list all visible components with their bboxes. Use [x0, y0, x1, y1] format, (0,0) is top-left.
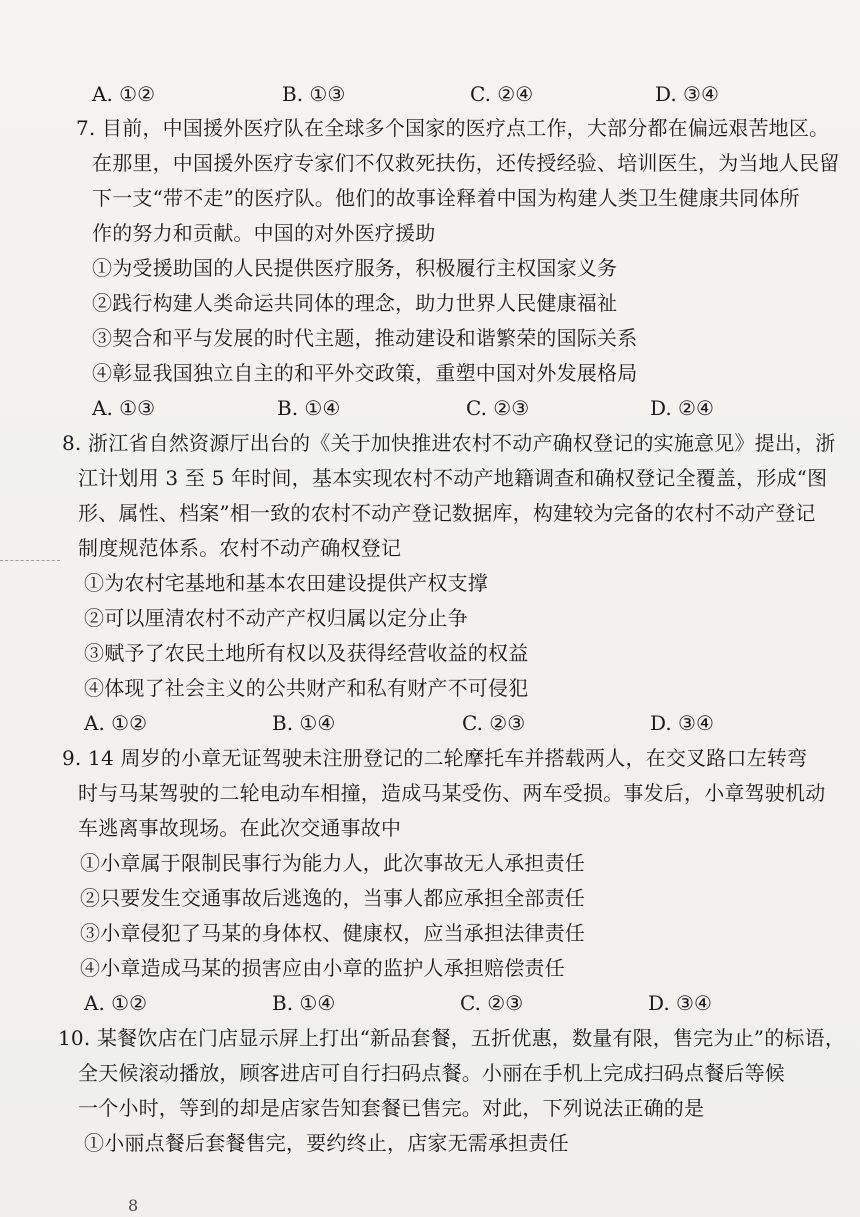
- q9-item: ④小章造成马某的损害应由小章的监护人承担赔偿责任: [80, 956, 565, 980]
- q7-option-c: C. ②③: [466, 396, 530, 420]
- q8-item: ①为农村宅基地和基本农田建设提供产权支撑: [84, 571, 488, 595]
- q7-stem-line: 7. 目前，中国援外医疗队在全球多个国家的医疗点工作，大部分都在偏远艰苦地区。: [76, 116, 830, 140]
- q9-option-c: C. ②③: [460, 991, 524, 1015]
- option-b: B. ①③: [282, 82, 346, 106]
- q7-stem-line: 在那里，中国援外医疗专家们不仅救死扶伤，还传授经验、培训医生，为当地人民留: [92, 151, 840, 175]
- q8-stem-line: 形、属性、档案”相一致的农村不动产登记数据库，构建较为完备的农村不动产登记: [78, 501, 816, 525]
- q7-option-a: A. ①③: [92, 396, 156, 420]
- q8-stem-line: 制度规范体系。农村不动产确权登记: [78, 536, 402, 560]
- q8-item: ②可以厘清农村不动产产权归属以定分止争: [84, 606, 468, 630]
- option-a: A. ①②: [92, 82, 156, 106]
- option-c: C. ②④: [470, 82, 534, 106]
- q7-stem-line: 作的努力和贡献。中国的对外医疗援助: [92, 221, 436, 245]
- q8-stem-line: 江计划用 3 至 5 年时间，基本实现农村不动产地籍调查和确权登记全覆盖，形成“图: [78, 466, 828, 490]
- q8-option-c: C. ②③: [462, 711, 526, 735]
- q9-option-a: A. ①②: [84, 991, 148, 1015]
- q10-item: ①小丽点餐后套餐售完，要约终止，店家无需承担责任: [84, 1131, 569, 1155]
- q7-item: ④彰显我国独立自主的和平外交政策，重塑中国对外发展格局: [92, 361, 638, 385]
- q9-item: ②只要发生交通事故后逃逸的，当事人都应承担全部责任: [80, 886, 585, 910]
- q8-stem-line: 8. 浙江省自然资源厅出台的《关于加快推进农村不动产确权登记的实施意见》提出，浙: [62, 431, 836, 455]
- q10-stem-line: 10. 某餐饮店在门店显示屏上打出“新品套餐，五折优惠，数量有限，售完为止”的标语，: [58, 1026, 846, 1050]
- page-number: 8: [128, 1196, 139, 1215]
- q7-item: ②践行构建人类命运共同体的理念，助力世界人民健康福祉: [92, 291, 618, 315]
- q8-option-d: D. ③④: [650, 711, 714, 735]
- scan-artifact-divider: [0, 560, 60, 563]
- q10-stem-line: 一个小时，等到的却是店家告知套餐已售完。对此，下列说法正确的是: [78, 1096, 705, 1120]
- q9-option-b: B. ①④: [272, 991, 336, 1015]
- q10-stem-line: 全天候滚动播放，顾客进店可自行扫码点餐。小丽在手机上完成扫码点餐后等候: [78, 1061, 785, 1085]
- q7-stem-line: 下一支“带不走”的医疗队。他们的故事诠释着中国为构建人类卫生健康共同体所: [92, 186, 800, 210]
- q7-option-b: B. ①④: [277, 396, 341, 420]
- q8-option-a: A. ①②: [84, 711, 148, 735]
- q8-item: ③赋予了农民土地所有权以及获得经营收益的权益: [84, 641, 529, 665]
- q9-item: ③小章侵犯了马某的身体权、健康权，应当承担法律责任: [80, 921, 585, 945]
- q9-stem-line: 9. 14 周岁的小章无证驾驶未注册登记的二轮摩托车并搭载两人，在交叉路口左转弯: [62, 746, 808, 770]
- q9-item: ①小章属于限制民事行为能力人，此次事故无人承担责任: [80, 851, 585, 875]
- q7-item: ①为受援助国的人民提供医疗服务，积极履行主权国家义务: [92, 256, 618, 280]
- q8-item: ④体现了社会主义的公共财产和私有财产不可侵犯: [84, 676, 529, 700]
- q7-item: ③契合和平与发展的时代主题，推动建设和谐繁荣的国际关系: [92, 326, 638, 350]
- q9-stem-line: 时与马某驾驶的二轮电动车相撞，造成马某受伤、两车受损。事发后，小章驾驶机动: [78, 781, 826, 805]
- q8-option-b: B. ①④: [272, 711, 336, 735]
- q9-stem-line: 车逃离事故现场。在此次交通事故中: [78, 816, 402, 840]
- q9-option-d: D. ③④: [648, 991, 712, 1015]
- option-d: D. ③④: [655, 82, 719, 106]
- q7-option-d: D. ②④: [650, 396, 714, 420]
